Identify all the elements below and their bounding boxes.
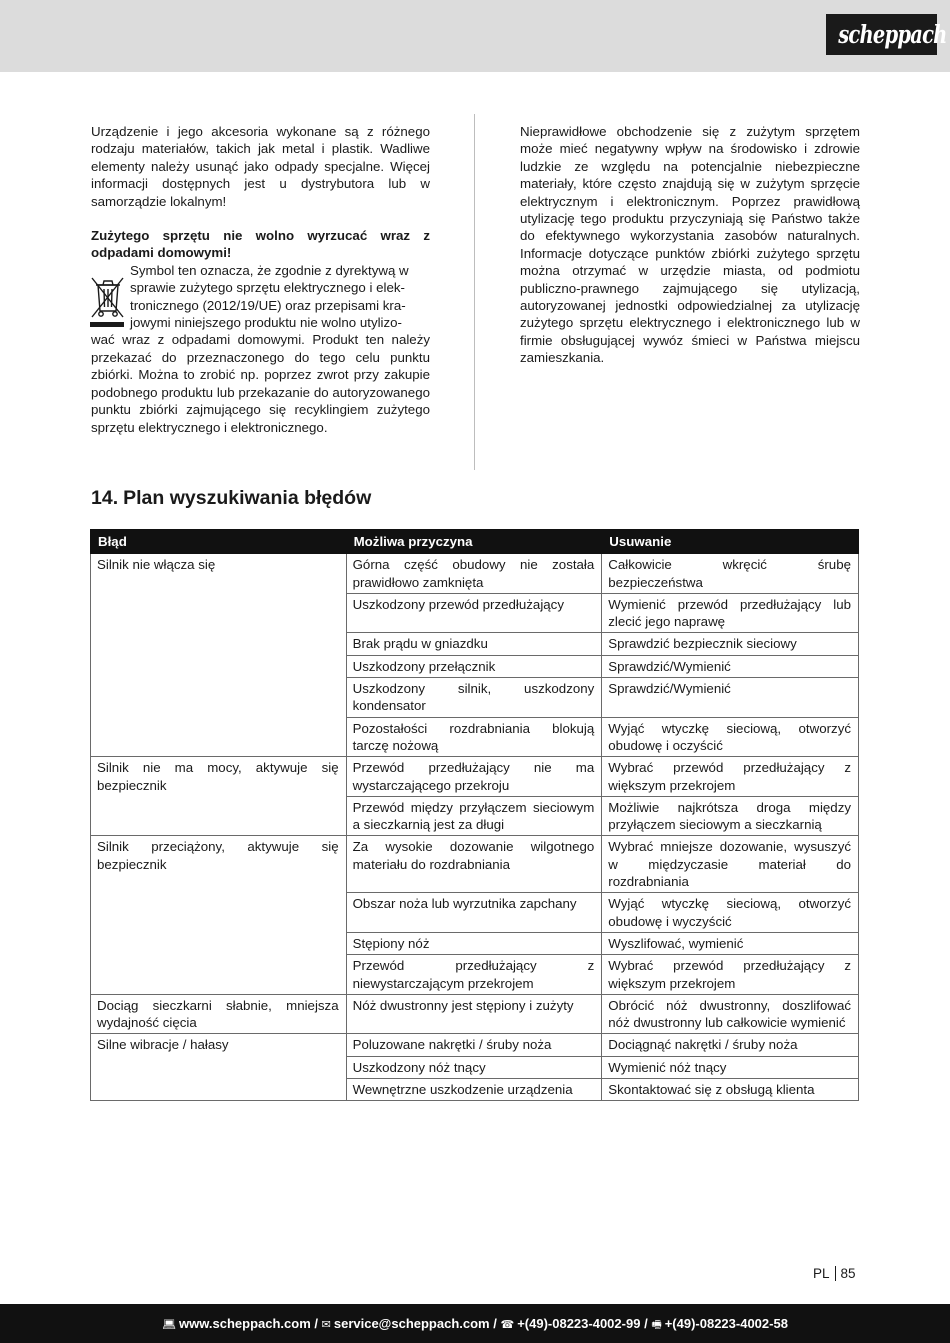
fax-number: +(49)-08223-4002-58 xyxy=(664,1316,788,1331)
contact-separator: / xyxy=(493,1316,497,1331)
phone-number: +(49)-08223-4002-99 xyxy=(517,1316,641,1331)
crossed-out-wheelie-bin-icon xyxy=(89,275,125,329)
remedy-cell: Skontaktować się z obsługą klienta xyxy=(602,1079,859,1101)
remedy-cell: Całkowicie wkręcić śrubę bezpieczeństwa xyxy=(602,554,859,594)
table-row xyxy=(91,554,859,594)
header-remedy: Usuwanie xyxy=(602,530,859,554)
fault-cell: Silnik przeciążony, aktywuje się bezpiecznik xyxy=(91,836,347,994)
fault-cell: Silne wibracje / hałasy xyxy=(91,1034,347,1101)
section-title xyxy=(91,486,371,510)
page-number-value: 85 xyxy=(840,1266,856,1281)
disposal-info: Nieprawidłowe obchodzenie się z zużytym sprzętem może mieć negatywny wpływ na środowisko i zdrowie ludzkie ze względu na potencjalnie niebezpieczne materiały, które często znajdują się w zużytym sprzęcie elektrycznym i elektronicznym. Poprzez prawidłową utylizację tego produktu przyczyniają się Państwo także do efektywnego wykorzystania zasobów naturalnych. Informacje dotyczące punktów zbiórki zużytego sprzętu można otrzymać w urzędzie miasta, od podmiotu publiczno-prawnego zajmującego się utylizacją, autoryzowanej jednostki odpowiedzialnej za utylizację zużytego sprzętu elektrycznego i elektronicznego lub w firmie obsługującej wywóz śmieci w Państwa miejscu zamieszkania. xyxy=(520,124,860,366)
left-column xyxy=(91,123,430,436)
cause-cell: Pozostałości rozdrabniania blokują tarczę nożową xyxy=(346,717,602,757)
cause-cell: Uszkodzony silnik, uszkodzony kondensator xyxy=(346,678,602,718)
cause-cell: Poluzowane nakrętki / śruby noża xyxy=(346,1034,602,1056)
remedy-cell: Sprawdzić bezpiecznik sieciowy xyxy=(602,633,859,655)
table-row xyxy=(91,836,859,893)
remedy-cell: Wybrać mniejsze dozowanie, wysuszyć w międzyczasie materiał do rozdrabniania xyxy=(602,836,859,893)
cause-cell: Obszar noża lub wyrzutnika zapchany xyxy=(346,893,602,933)
fax-icon: 🖷︎ xyxy=(651,1319,662,1331)
page-number xyxy=(813,1265,856,1283)
language-code: PL xyxy=(813,1266,830,1281)
table-row xyxy=(91,1034,859,1056)
remedy-cell: Wymienić przewód przedłużający lub zlecić jego naprawę xyxy=(602,593,859,633)
weee-line: Symbol ten oznacza, że zgodnie z dyrektywą w xyxy=(130,262,409,278)
cause-cell: Wewnętrzne uszkodzenie urządzenia xyxy=(346,1079,602,1101)
header-fault: Błąd xyxy=(91,530,347,554)
cause-cell: Przewód między przyłączem sieciowym a sieczkarnią jest za długi xyxy=(346,796,602,836)
cause-cell: Stępiony nóż xyxy=(346,932,602,954)
cause-cell: Przewód przedłużający nie ma wystarczającego przekroju xyxy=(346,757,602,797)
contact-separator: / xyxy=(314,1316,319,1331)
fault-cell: Silnik nie włącza się xyxy=(91,554,347,757)
troubleshooting-table xyxy=(90,529,859,1101)
email-link[interactable]: service@scheppach.com xyxy=(333,1316,490,1331)
remedy-cell: Wybrać przewód przedłużający z większym przekrojem xyxy=(602,955,859,995)
table-header-row xyxy=(91,530,859,554)
fault-cell: Silnik nie ma mocy, aktywuje się bezpiecznik xyxy=(91,757,347,836)
cause-cell: Uszkodzony przewód przedłużający xyxy=(346,593,602,633)
remedy-cell: Sprawdzić/Wymienić xyxy=(602,678,859,718)
right-column xyxy=(520,123,860,367)
contact-line xyxy=(0,1304,950,1343)
remedy-cell: Dociągnąć nakrętki / śruby noża xyxy=(602,1034,859,1056)
remedy-cell: Wymienić nóż tnący xyxy=(602,1056,859,1078)
table-row xyxy=(91,757,859,797)
weee-lines xyxy=(91,262,430,332)
header-cause: Możliwa przyczyna xyxy=(346,530,602,554)
weee-line: jowymi niniejszego produktu nie wolno utylizo- xyxy=(130,315,402,331)
footer-bar xyxy=(0,1304,950,1343)
weee-line: tronicznego (2012/19/UE) oraz przepisami kra- xyxy=(130,297,406,313)
fault-cell: Dociąg sieczkarni słabnie, mniejsza wydajność cięcia xyxy=(91,994,347,1034)
phone-icon: ☎︎ xyxy=(500,1319,515,1331)
cause-cell: Za wysokie dozowanie wilgotnego materiału do rozdrabniania xyxy=(346,836,602,893)
brand-logo xyxy=(826,14,947,55)
cause-cell: Przewód przedłużający z niewystarczającym przekrojem xyxy=(346,955,602,995)
remedy-cell: Obrócić nóż dwustronny, doszlifować nóż dwustronny lub całkowicie wymienić xyxy=(602,994,859,1034)
table-row xyxy=(91,994,859,1034)
disposal-intro: Urządzenie i jego akcesoria wykonane są z różnego rodzaju materiałów, takich jak metal i plastik. Wadliwe elementy należy usunąć jako odpady specjalne. Więcej informacji dostępnych jest u dystrybutora lub w samorządzie lokalnym! xyxy=(91,124,430,209)
column-divider xyxy=(474,114,475,470)
remedy-cell: Wyjąć wtyczkę sieciową, otworzyć obudowę i oczyścić xyxy=(602,717,859,757)
cause-cell: Górna część obudowy nie została prawidłowo zamknięta xyxy=(346,554,602,594)
contact-separator: / xyxy=(644,1316,648,1331)
cause-cell: Uszkodzony przełącznik xyxy=(346,655,602,677)
email-icon: ✉︎ xyxy=(321,1319,331,1331)
remedy-cell: Możliwie najkrótsza droga między przyłączem sieciowym a sieczkarnią xyxy=(602,796,859,836)
remedy-cell: Wyszlifować, wymienić xyxy=(602,932,859,954)
computer-icon: 💻︎ xyxy=(162,1319,177,1331)
cause-cell: Nóż dwustronny jest stępiony i zużyty xyxy=(346,994,602,1034)
remedy-cell: Wyjąć wtyczkę sieciową, otworzyć obudowę i wyczyścić xyxy=(602,893,859,933)
cause-cell: Brak prądu w gniazdku xyxy=(346,633,602,655)
weee-text: wać wraz z odpadami domowymi. Produkt ten należy przekazać do przeznaczonego do tego celu punktu zbiórki. Można to zrobić np. poprzez zwrot przy zakupie podobnego produktu lub przekazanie do autoryzowanego punktu zbiórki zajmującego się recyklingiem zużytego sprzętu elektrycznego i elektronicznego. xyxy=(91,332,430,435)
remedy-cell: Wybrać przewód przedłużający z większym przekrojem xyxy=(602,757,859,797)
weee-line: sprawie zużytego sprzętu elektrycznego i elek- xyxy=(130,280,405,296)
household-waste-warning: Zużytego sprzętu nie wolno wyrzucać wraz z odpadami domowymi! xyxy=(91,228,430,261)
section-title-text: Plan wyszukiwania błędów xyxy=(123,487,372,509)
brand-logo-text: scheppach xyxy=(838,20,947,49)
page-separator xyxy=(835,1266,836,1281)
cause-cell: Uszkodzony nóż tnący xyxy=(346,1056,602,1078)
website-link[interactable]: www.scheppach.com xyxy=(179,1316,311,1331)
section-number: 14. xyxy=(91,487,119,509)
header-band xyxy=(0,0,950,72)
remedy-cell: Sprawdzić/Wymienić xyxy=(602,655,859,677)
